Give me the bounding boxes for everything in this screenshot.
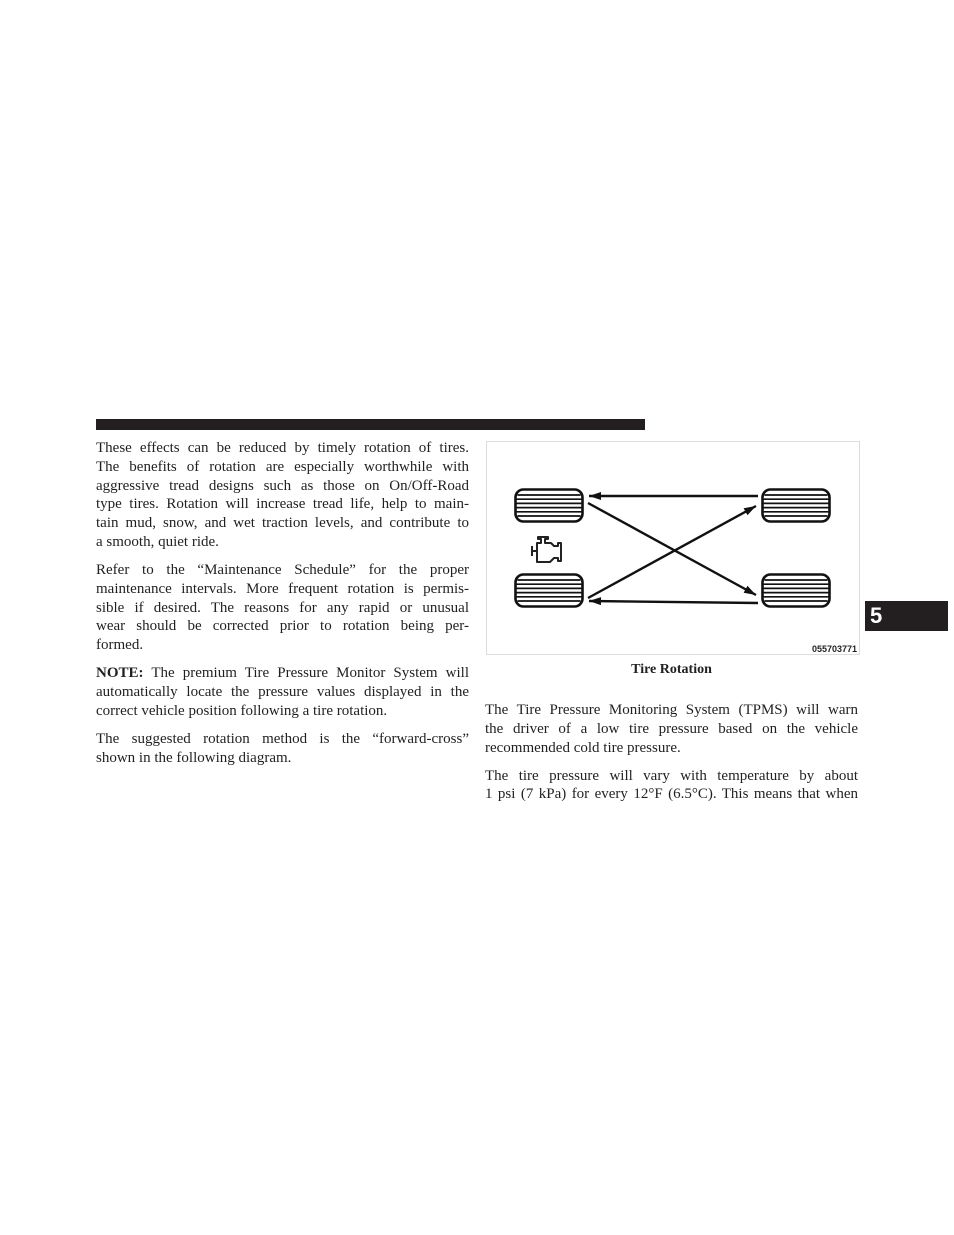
text-line: a smooth, quiet ride. — [96, 533, 219, 550]
paragraph-tpms-warning — [485, 701, 858, 757]
note-text: The premium Tire Pressure Monitor System will — [151, 665, 469, 682]
chapter-tab — [865, 601, 948, 631]
tire-icon-bottom-left — [516, 575, 583, 607]
paragraph-maintenance-schedule — [96, 561, 469, 655]
tire-icon-top-right — [763, 490, 830, 522]
text-line: maintenance intervals. More frequent rotation is permis- — [96, 580, 469, 597]
text-line: automatically locate the pressure values displayed in the — [96, 683, 469, 700]
text-line: Refer to the “Maintenance Schedule” for the proper — [96, 561, 469, 578]
right-column — [485, 701, 858, 813]
paragraph-tire-rotation-effects — [96, 439, 469, 552]
note-paragraph — [96, 664, 469, 720]
text-line: correct vehicle position following a tire rotation. — [96, 702, 388, 719]
figure-code: 055703771 — [811, 644, 857, 654]
text-line: the driver of a low tire pressure based on the vehicle — [485, 720, 858, 737]
text-line — [96, 664, 469, 683]
note-label: NOTE: — [96, 665, 144, 682]
text-line: These effects can be reduced by timely rotation of tires. — [96, 440, 469, 456]
engine-icon — [532, 537, 561, 562]
text-line: shown in the following diagram. — [96, 749, 292, 766]
arrow-bottom-left-to-top-right — [588, 506, 756, 598]
paragraph-rotation-method — [96, 730, 469, 768]
left-column — [96, 439, 469, 777]
section-rule — [96, 419, 645, 430]
text-line: formed. — [96, 637, 144, 654]
text-line: The tire pressure will vary with temperature by about — [485, 767, 858, 784]
tire-icon-bottom-right — [763, 575, 830, 607]
text-line: tain mud, snow, and wet traction levels, and contribute to — [96, 515, 469, 532]
text-line: type tires. Rotation will increase tread life, help to main- — [96, 496, 469, 513]
arrow-bottom-right-to-bottom-left — [589, 601, 758, 603]
text-line: recommended cold tire pressure. — [485, 739, 681, 756]
text-line: wear should be corrected prior to rotation being per- — [96, 618, 469, 635]
figure-caption: Tire Rotation — [631, 662, 712, 677]
tire-rotation-diagram — [486, 441, 860, 655]
arrow-top-left-to-bottom-right — [588, 503, 756, 595]
text-line: The Tire Pressure Monitoring System (TPMS) will warn — [485, 702, 858, 718]
tire-icon-top-left — [516, 490, 583, 522]
text-line: The suggested rotation method is the “forward-cross” — [96, 730, 469, 747]
text-line: The benefits of rotation are especially worthwhile with — [96, 458, 469, 475]
text-line: 1 psi (7 kPa) for every 12°F (6.5°C). This means that when — [485, 786, 858, 803]
tire-rotation-figure — [486, 441, 860, 655]
paragraph-pressure-temperature — [485, 767, 858, 805]
chapter-number: 5 — [870, 603, 883, 628]
text-line: aggressive tread designs such as those on On/Off-Road — [96, 477, 469, 494]
text-line: sible if desired. The reasons for any rapid or unusual — [96, 599, 469, 616]
